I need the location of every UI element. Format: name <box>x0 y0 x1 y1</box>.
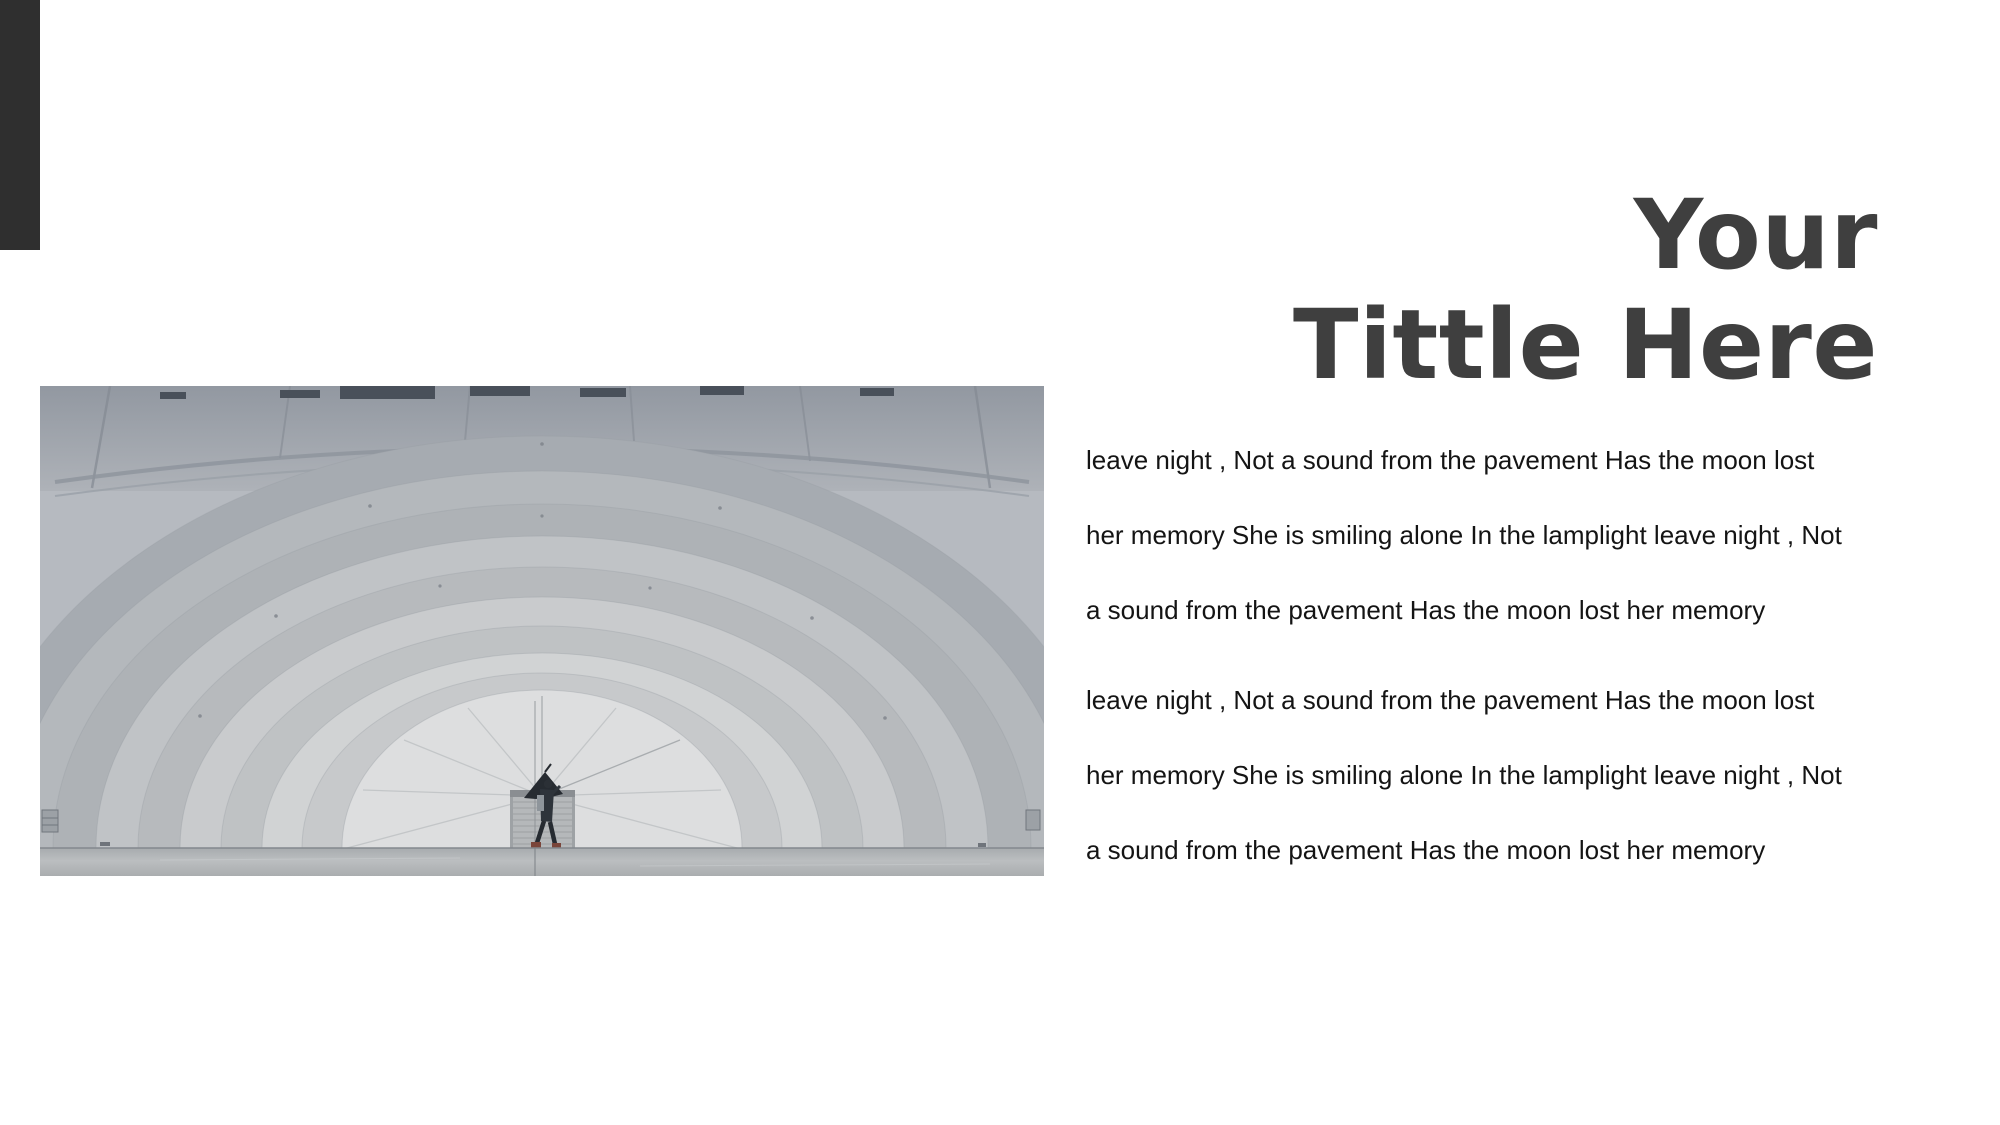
text-line: leave night , Not a sound from the pavement Has the moon lost <box>1086 445 1815 475</box>
arch-photo-graphic <box>40 386 1044 876</box>
text-line: her memory She is smiling alone In the lamplight leave night , Not <box>1086 520 1842 550</box>
top-left-accent-bar <box>0 0 40 250</box>
text-line: a sound from the pavement Has the moon lost her memory <box>1086 595 1766 625</box>
title-line-2: Tittle Here <box>1292 289 1878 401</box>
body-text <box>1086 423 1842 888</box>
text-line: leave night , Not a sound from the pavement Has the moon lost <box>1086 685 1815 715</box>
slide-title <box>1293 180 1878 400</box>
text-line: a sound from the pavement Has the moon lost her memory <box>1086 835 1766 865</box>
arch-photo <box>40 386 1044 876</box>
paragraph-1 <box>1086 423 1842 648</box>
title-line-1: Your <box>1633 179 1878 291</box>
paragraph-2 <box>1086 663 1842 888</box>
floor <box>40 848 1044 876</box>
person-head <box>544 780 552 788</box>
person-bag <box>537 795 544 811</box>
text-line: her memory She is smiling alone In the lamplight leave night , Not <box>1086 760 1842 790</box>
